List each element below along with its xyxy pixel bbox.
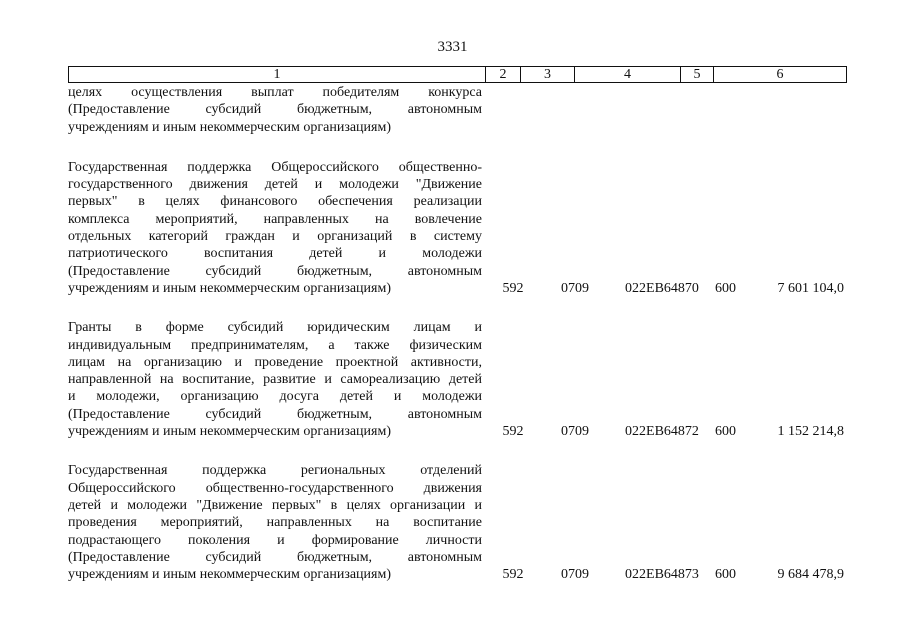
amount-value: 9 684 478,9	[777, 567, 844, 583]
table-row	[68, 84, 846, 136]
column-header-3: 3	[521, 67, 575, 83]
table-row	[68, 462, 846, 583]
description-line: проведения мероприятий, направленных на воспитание	[68, 515, 482, 531]
column-header-2: 2	[486, 67, 521, 83]
column-header-table	[68, 66, 847, 83]
target-article-code: 022ЕВ64873	[625, 567, 699, 583]
description-line: подрастающего поколения и формирование личности	[68, 532, 482, 548]
admin-code: 592	[502, 567, 524, 583]
description-line: Общероссийского общественно-государственного движения	[68, 480, 482, 496]
description-line: отдельных категорий граждан и организаций в систему	[68, 229, 482, 245]
description-line: лицам на организацию и проведение проектной активности,	[68, 354, 482, 370]
column-header-5: 5	[681, 67, 714, 83]
section-code: 0709	[561, 280, 589, 296]
table-row	[68, 159, 846, 297]
expense-type-code: 600	[715, 567, 736, 583]
admin-code: 592	[502, 280, 524, 296]
table-row	[68, 319, 846, 440]
page-number: 3331	[437, 39, 468, 55]
expense-type-code: 600	[715, 280, 736, 296]
budget-table-body	[68, 84, 846, 583]
description-line: (Предоставление субсидий бюджетным, автономным	[68, 406, 482, 422]
description-line: Государственная поддержка региональных отделений	[68, 463, 482, 479]
description-line: учреждениям и иным некоммерческим организациям)	[68, 567, 392, 583]
row-description	[68, 462, 482, 583]
column-header-6: 6	[714, 67, 847, 83]
description-line: первых" в целях финансового обеспечения реализации	[68, 194, 482, 210]
amount-value: 1 152 214,8	[777, 424, 844, 440]
column-header-row	[69, 67, 847, 83]
description-line: направленной на воспитание, развитие и самореализацию детей	[68, 372, 482, 388]
description-line: учреждениям и иным некоммерческим организациям)	[68, 424, 392, 440]
target-article-code: 022ЕВ64872	[625, 424, 699, 440]
row-description	[68, 159, 482, 297]
description-line: Государственная поддержка Общероссийского общественно-	[68, 159, 482, 175]
description-line: и молодежи, организацию досуга детей и молодежи	[68, 389, 482, 405]
description-line: целях осуществления выплат победителям конкурса	[68, 85, 482, 100]
description-line: индивидуальным предпринимателям, а также физическим	[68, 337, 482, 353]
description-line: патриотического воспитания детей и молодежи	[68, 246, 482, 262]
column-header-1: 1	[69, 67, 486, 83]
description-line: учреждениям и иным некоммерческим организациям)	[68, 119, 392, 135]
amount-value: 7 601 104,0	[777, 280, 844, 296]
admin-code: 592	[502, 424, 524, 440]
description-line: комплекса мероприятий, направленных на вовлечение	[68, 211, 482, 227]
section-code: 0709	[561, 567, 589, 583]
description-line: Гранты в форме субсидий юридическим лицам и	[68, 320, 482, 336]
target-article-code: 022ЕВ64870	[625, 280, 699, 296]
column-header-4: 4	[575, 67, 681, 83]
description-line: государственного движения детей и молодежи "Движение	[68, 177, 482, 193]
description-line: (Предоставление субсидий бюджетным, автономным	[68, 549, 482, 565]
description-line: (Предоставление субсидий бюджетным, автономным	[68, 263, 482, 279]
description-line: детей и молодежи "Движение первых" в целях организации и	[68, 497, 482, 513]
row-description	[68, 84, 482, 136]
section-code: 0709	[561, 424, 589, 440]
description-line: (Предоставление субсидий бюджетным, автономным	[68, 102, 482, 118]
expense-type-code: 600	[715, 424, 736, 440]
row-description	[68, 319, 482, 440]
description-line: учреждениям и иным некоммерческим организациям)	[68, 280, 392, 296]
